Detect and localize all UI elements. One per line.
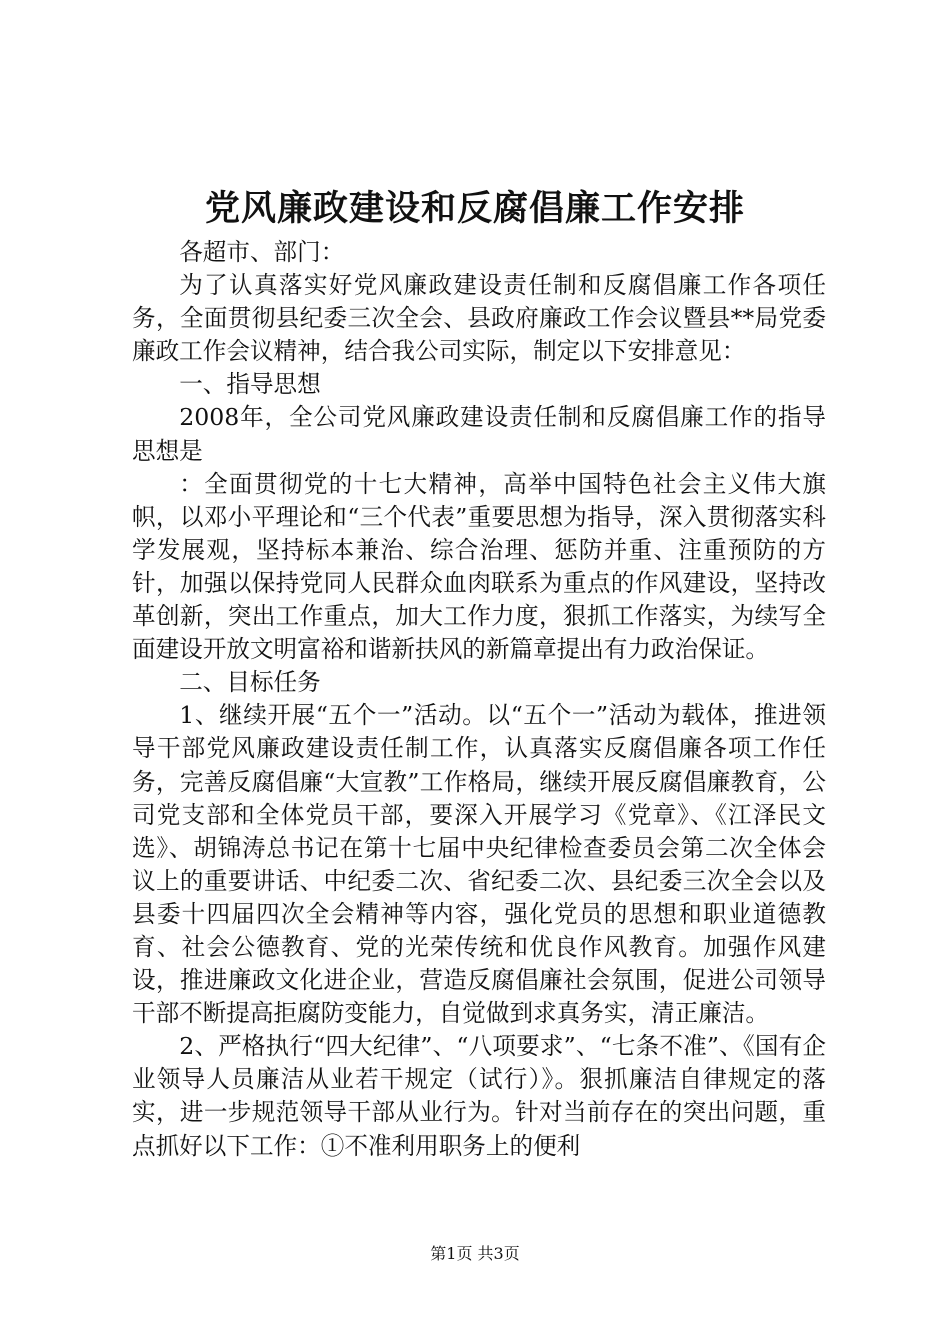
body-paragraph: ：全面贯彻党的十七大精神，高举中国特色社会主义伟大旗帜，以邓小平理论和“三个代表”重要思想为指导，深入贯彻落实科学发展观，坚持标本兼治、综合治理、惩防并重、注重预防的方针，加强以保持党同人民群众血肉联系为重点的作风建设，坚持改革创新，突出工作重点，加大工作力度，狠抓工作落实，为续写全面建设开放文明富裕和谐新扶风的新篇章提出有力政治保证。 — [132, 469, 826, 664]
document-body — [132, 236, 826, 1163]
intro-paragraph: 为了认真落实好党风廉政建设责任制和反腐倡廉工作各项任务，全面贯彻县纪委三次全会、县政府廉政工作会议暨县**局党委廉政工作会议精神，结合我公司实际，制定以下安排意见： — [132, 271, 826, 366]
body-paragraph: 2、严格执行“四大纪律”、“八项要求”、“七条不准”、《国有企业领导人员廉洁从业若干规定（试行）》。狠抓廉洁自律规定的落实，进一步规范领导干部从业行为。针对当前存在的突出问题，重点抓好以下工作：①不准利用职务上的便利 — [132, 1032, 826, 1160]
salutation: 各超市、部门： — [179, 238, 345, 266]
body-paragraph: 1、继续开展“五个一”活动。以“五个一”活动为载体，推进领导干部党风廉政建设责任制工作，认真落实反腐倡廉各项工作任务，完善反腐倡廉“大宣教”工作格局，继续开展反腐倡廉教育，公司党支部和全体党员干部，要深入开展学习《党章》、《江泽民文选》、胡锦涛总书记在第十七届中央纪律检查委员会第二次全体会议上的重要讲话、中纪委二次、省纪委二次、县纪委三次全会以及县委十四届四次全会精神等内容，强化党员的思想和职业道德教育、社会公德教育、党的光荣传统和优良作风教育。加强作风建设，推进廉政文化进企业，营造反腐倡廉社会氛围，促进公司领导干部不断提高拒腐防变能力，自觉做到求真务实，清正廉洁。 — [132, 701, 826, 1028]
section-heading-goals: 二、目标任务 — [179, 668, 321, 697]
document-title: 党风廉政建设和反腐倡廉工作安排 — [204, 188, 745, 229]
page-footer: 第1页 共3页 — [430, 1244, 520, 1263]
body-paragraph: 2008年，全公司党风廉政建设责任制和反腐倡廉工作的指导思想是 — [132, 403, 826, 465]
section-heading-guiding-thought: 一、指导思想 — [179, 370, 321, 399]
